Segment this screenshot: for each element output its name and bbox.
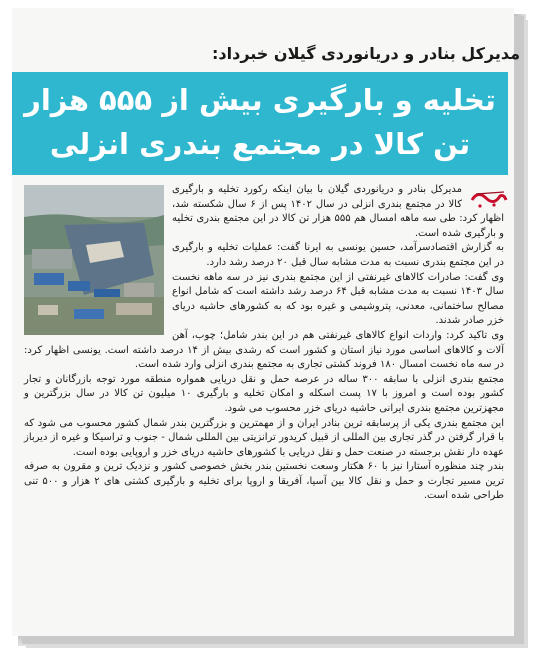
headline-line-2: تن کالا در مجتمع بندری انزلی (49, 127, 471, 161)
logo-mark (470, 186, 508, 210)
article-paragraph-4: وی تاکید کرد: واردات انواع کالاهای غیرنفتی هم در این بندر شامل؛ چوب، آهن آلات و کالاهای اساسی مورد نیاز استان و کشور است که رشدی بیش از ۱۴ درصد داشته است. یونسی اظهار کرد: در سه ماه نخست امسال ۱۸۰ فروند کشتی تجاری به مجتمع بندری انزلی وارد شده است. (24, 329, 504, 371)
article-paragraph-7: بندر چند منظوره آستارا نیز با ۶۰ هکتار وسعت نخستین بندر بخش خصوصی کشور و نزدیک ترین و مقرون به صرفه ترین مسیر تجارت و حمل و نقل کالا بین آسیا، آفریقا و اروپا برای تخلیه و بارگیری کشتی های ۲ هزار و ۵۰۰ تنی طراحی شده است. (24, 461, 504, 502)
article-kicker: مدیرکل بنادر و دریانوردی گیلان خبرداد: (212, 44, 520, 63)
article-paragraph-2: به گزارش اقتصادسرآمد، حسین یونسی به ایرنا گفت: عملیات تخلیه و بارگیری در این مجتمع بندری نسبت به مدت مشابه سال قبل ۲۰ درصد رشد دارد. (172, 242, 504, 268)
article-paragraph-3: وی گفت: صادرات کالاهای غیرنفتی از این مجتمع بندری نیز در سه ماهه نخست سال ۱۴۰۳ نسبت به مدت مشابه قبل ۶۴ درصد رشد داشته است که شامل انواع مصالح ساختمانی، معدنی، پتروشیمی و غیره بود که به کشورهای حاشیه دریای خزر صادر شدند. (172, 271, 504, 327)
port-aerial-photo (24, 185, 164, 335)
article-paragraph-1: مدیرکل بنادر و دریانوردی گیلان با بیان اینکه رکورد تخلیه و بارگیری کالا در مجتمع بندری انزلی در سال ۱۴۰۲ پس از ۶ سال شکسته شد، اظهار کرد: طی سه ماهه امسال هم ۵۵۵ هزار تن کالا در این مجتمع بندری تخلیه و بارگیری شده است. (172, 184, 504, 239)
headline-line-1: تخلیه و بارگیری بیش از ۵۵۵ هزار (24, 83, 496, 117)
page-edge-bottom (18, 636, 526, 646)
article-paragraph-5: مجتمع بندری انزلی با سابقه ۳۰۰ ساله در عرصه حمل و نقل دریایی همواره منطقه مورد توجه بازرگانان و تجار کشور بوده است و امروز با ۱۷ پست اسکله و امکان تخلیه و بارگیری ۱۰ میلیون تن کالا در سال بزرگترین و مجهزترین مجتمع بندری ایرانی حاشیه دریای خزر محسوب می شود. (24, 373, 505, 414)
tasnim-logo (470, 186, 508, 210)
port-photo-image (24, 185, 164, 335)
article-paragraph-6: این مجتمع بندری یکی از پرسابقه ترین بنادر ایران و از مهمترین و بزرگترین بندر شمال کشور محسوب می شود که با قرار گرفتن در گذر تجاری بین المللی از قبیل کریدور ترانزیتی بین المللی شمال - جنوب و تراسیکا و غیره از دیرباز عهده دار نقش برجسته در صنعت حمل و نقل دریایی با کشورهای حاشیه دریای خزر و اروپایی بوده است. (24, 417, 504, 458)
page-edge-right (514, 14, 526, 640)
article-headline (12, 72, 508, 175)
